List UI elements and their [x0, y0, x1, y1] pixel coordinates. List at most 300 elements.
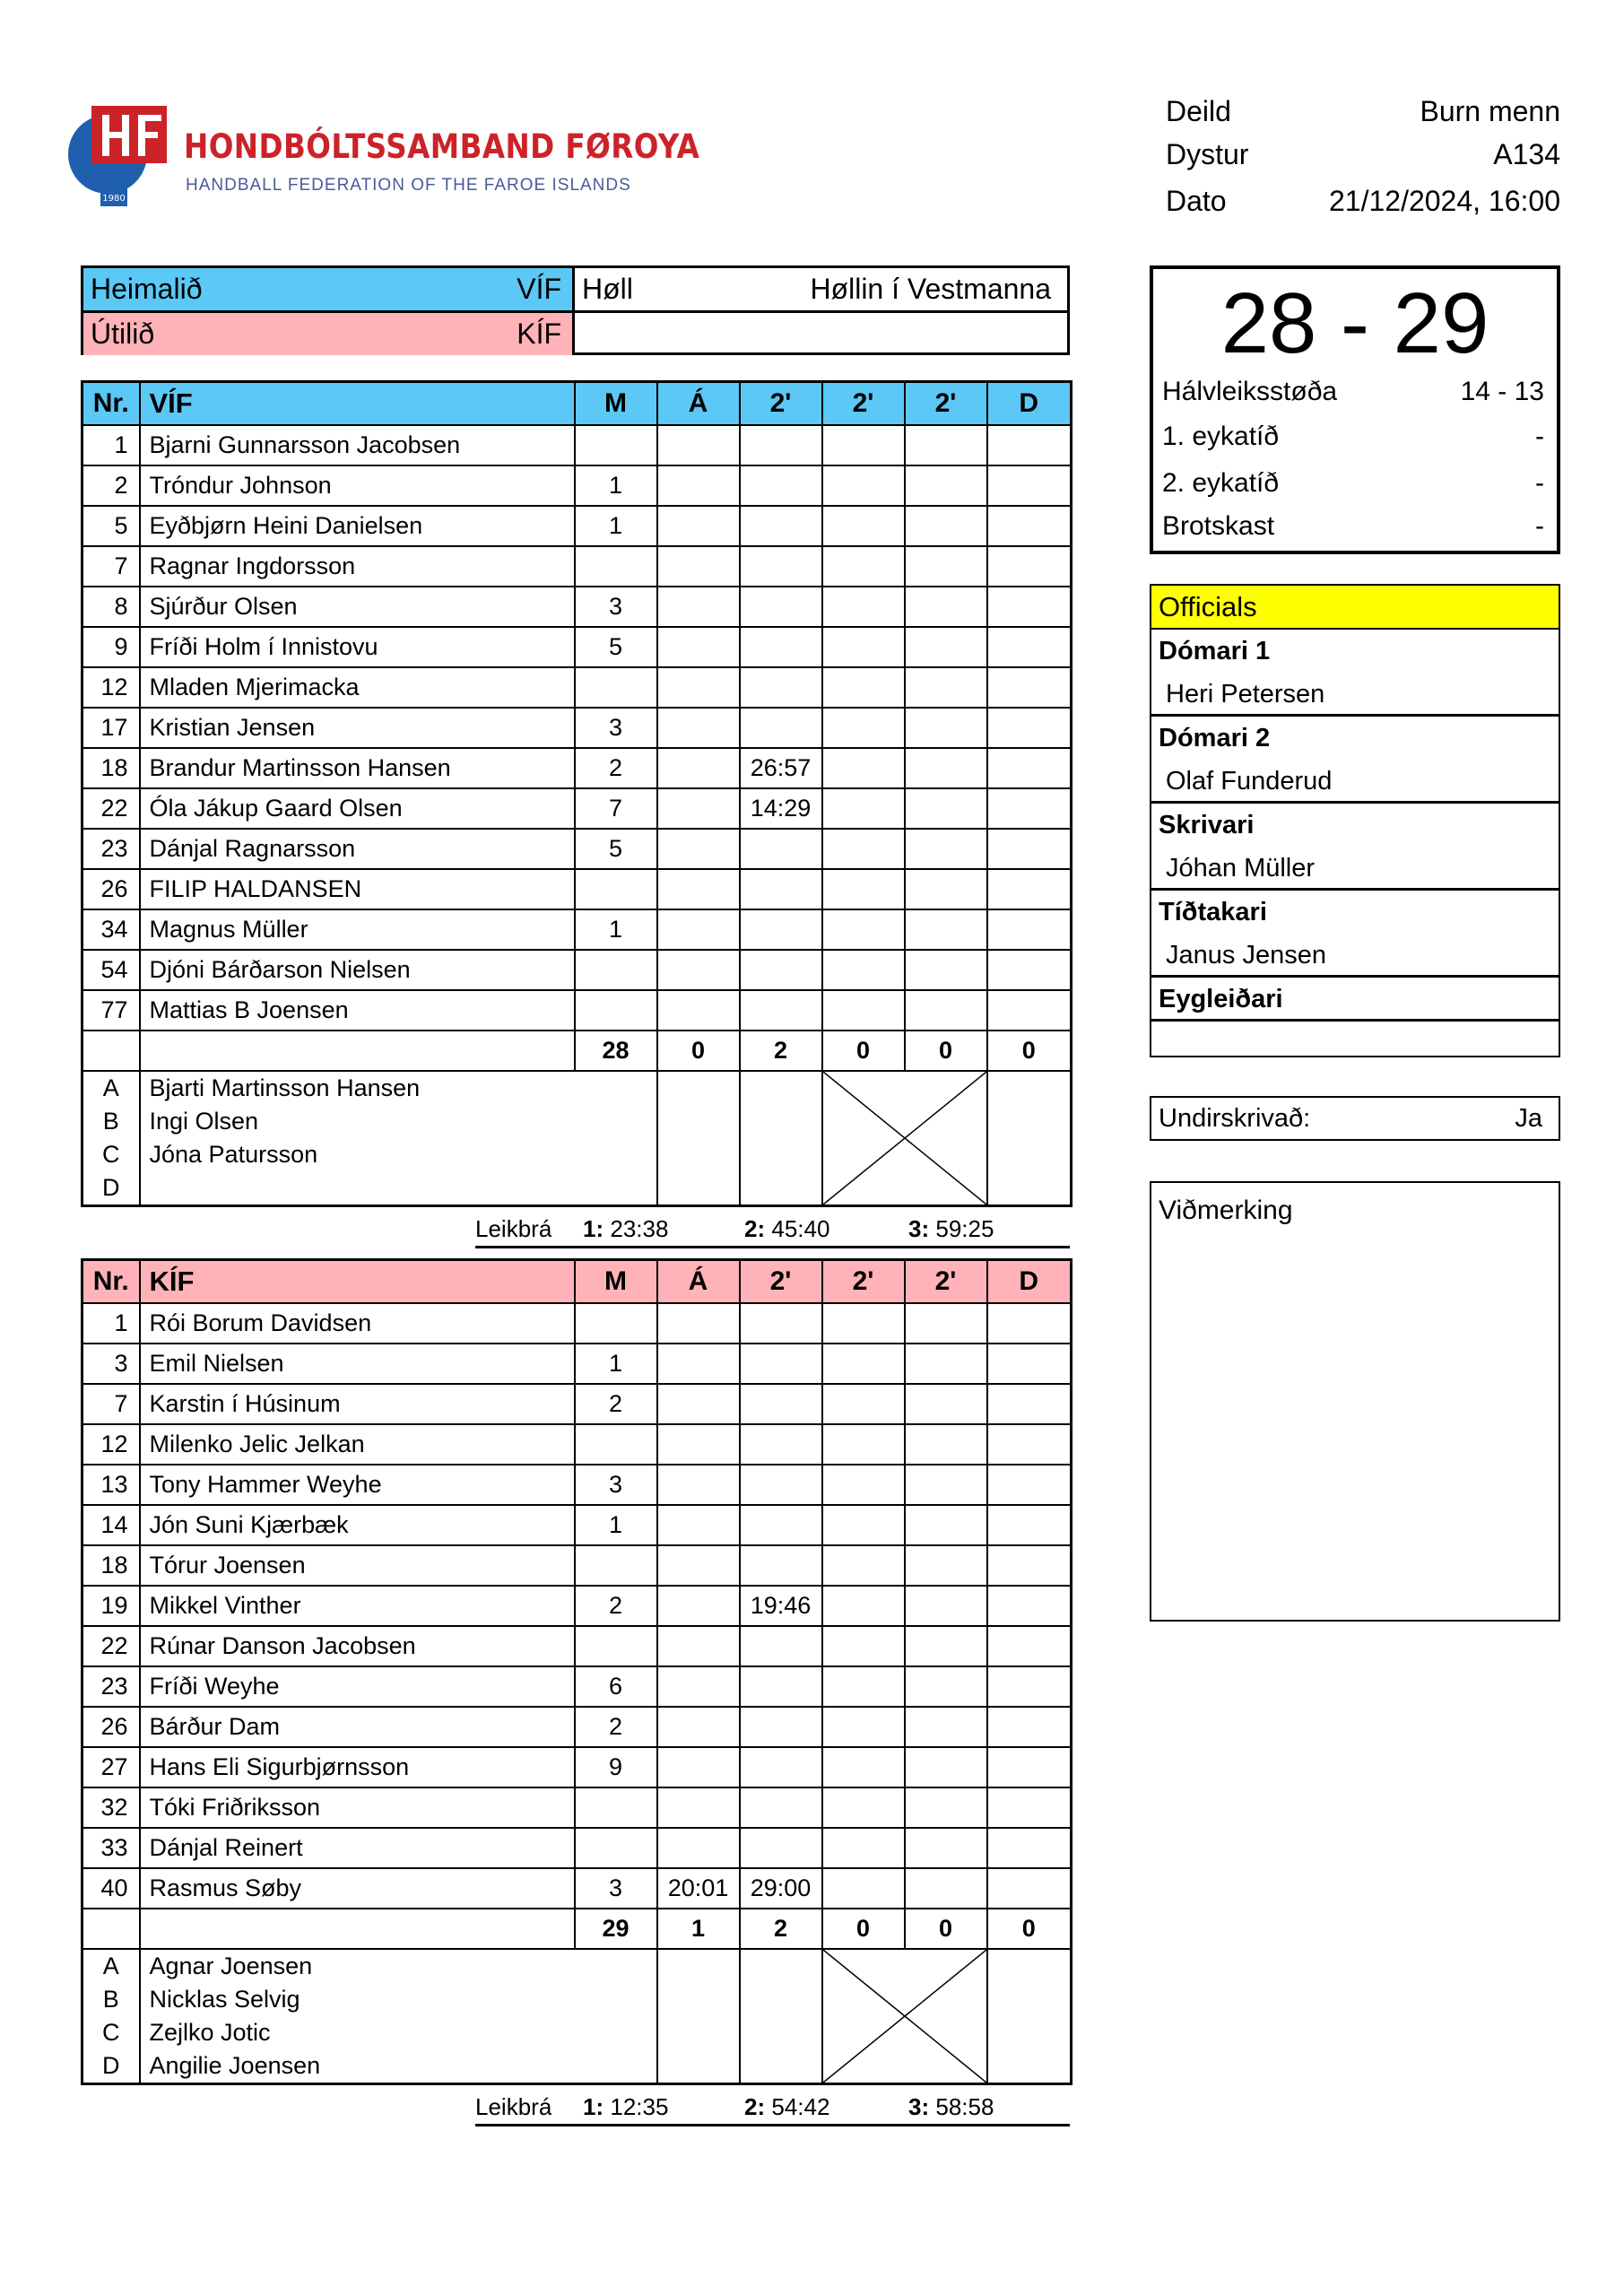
player-m — [575, 990, 657, 1031]
player-s3 — [905, 1303, 987, 1344]
player-a — [657, 990, 740, 1031]
total-s2: 0 — [822, 1909, 905, 1949]
player-a — [657, 909, 740, 950]
player-number: 9 — [83, 627, 140, 667]
player-number: 12 — [83, 1424, 140, 1465]
officials-panel — [1150, 584, 1560, 1057]
player-number: 14 — [83, 1505, 140, 1545]
player-s2 — [822, 1787, 905, 1828]
official-letter: D — [83, 2049, 140, 2084]
player-s1 — [740, 1384, 822, 1424]
total-s3: 0 — [905, 1909, 987, 1949]
player-m — [575, 1424, 657, 1465]
player-name: Tórur Joensen — [140, 1545, 575, 1586]
player-d — [987, 465, 1072, 506]
player-s3 — [905, 748, 987, 788]
penalties-value: - — [1535, 511, 1544, 541]
total-s3: 0 — [905, 1031, 987, 1071]
player-s3 — [905, 667, 987, 708]
player-s2 — [822, 1545, 905, 1586]
player-row — [83, 1828, 1072, 1868]
player-name: Eyðbjørn Heini Danielsen — [140, 506, 575, 546]
player-a — [657, 1787, 740, 1828]
player-s2 — [822, 587, 905, 627]
player-number: 22 — [83, 788, 140, 829]
player-d — [987, 990, 1072, 1031]
referee-2-label: Dómari 2 — [1159, 724, 1271, 752]
player-row — [83, 1505, 1072, 1545]
player-s2 — [822, 425, 905, 465]
player-s3 — [905, 506, 987, 546]
player-d — [987, 425, 1072, 465]
player-d — [987, 667, 1072, 708]
header-s2: 2' — [822, 1260, 905, 1304]
player-s1 — [740, 1707, 822, 1747]
header-team: VÍF — [140, 382, 575, 426]
player-m — [575, 950, 657, 990]
total-m: 29 — [575, 1909, 657, 1949]
halftime-row — [1162, 377, 1544, 407]
player-row — [83, 506, 1072, 546]
player-s3 — [905, 909, 987, 950]
player-number: 32 — [83, 1787, 140, 1828]
player-s3 — [905, 1586, 987, 1626]
player-row — [83, 990, 1072, 1031]
player-s3 — [905, 627, 987, 667]
halftime-label: Hálvleiksstøða — [1162, 377, 1338, 406]
away-label: Útilið — [91, 317, 155, 350]
player-s3 — [905, 546, 987, 587]
timeout-1-label: 1: — [583, 1215, 604, 1242]
player-row — [83, 869, 1072, 909]
official-letter: C — [83, 2016, 140, 2049]
player-a — [657, 1505, 740, 1545]
penalties-label: Brotskast — [1162, 511, 1275, 541]
venue-value: Høllin í Vestmanna — [810, 273, 1051, 305]
player-a — [657, 1626, 740, 1666]
player-row — [83, 909, 1072, 950]
score-box — [1150, 265, 1560, 554]
player-s2 — [822, 667, 905, 708]
player-number: 23 — [83, 1666, 140, 1707]
org-subtitle: HANDBALL FEDERATION OF THE FAROE ISLANDS — [186, 176, 631, 195]
player-a — [657, 1424, 740, 1465]
total-d: 0 — [987, 1909, 1072, 1949]
player-d — [987, 1465, 1072, 1505]
player-s1 — [740, 1747, 822, 1787]
player-m — [575, 869, 657, 909]
player-s2 — [822, 1465, 905, 1505]
overtime-1-row — [1162, 422, 1544, 452]
player-row — [83, 667, 1072, 708]
total-d: 0 — [987, 1031, 1072, 1071]
player-d — [987, 627, 1072, 667]
player-row — [83, 587, 1072, 627]
player-m: 3 — [575, 1465, 657, 1505]
penalties-row — [1162, 511, 1544, 542]
player-row — [83, 1384, 1072, 1424]
player-d — [987, 748, 1072, 788]
player-a — [657, 788, 740, 829]
player-name: Mladen Mjerimacka — [140, 667, 575, 708]
player-name: Fríði Weyhe — [140, 1666, 575, 1707]
player-s2 — [822, 990, 905, 1031]
player-s3 — [905, 1747, 987, 1787]
player-m: 9 — [575, 1747, 657, 1787]
player-row — [83, 465, 1072, 506]
player-a: 20:01 — [657, 1868, 740, 1909]
player-d — [987, 869, 1072, 909]
player-s2 — [822, 788, 905, 829]
player-number: 22 — [83, 1626, 140, 1666]
player-row — [83, 627, 1072, 667]
match-no-label: Dystur — [1166, 137, 1249, 170]
player-s2 — [822, 829, 905, 869]
player-a — [657, 1828, 740, 1868]
player-name: Fríði Holm í Innistovu — [140, 627, 575, 667]
player-name: FILIP HALDANSEN — [140, 869, 575, 909]
player-row — [83, 1545, 1072, 1586]
player-row — [83, 788, 1072, 829]
player-number: 19 — [83, 1586, 140, 1626]
player-number: 27 — [83, 1747, 140, 1787]
player-d — [987, 1747, 1072, 1787]
header-s1: 2' — [740, 382, 822, 426]
player-s3 — [905, 950, 987, 990]
player-s2 — [822, 748, 905, 788]
player-a — [657, 829, 740, 869]
player-name: Djóni Bárðarson Nielsen — [140, 950, 575, 990]
player-row — [83, 748, 1072, 788]
player-name: Kristian Jensen — [140, 708, 575, 748]
player-s1 — [740, 950, 822, 990]
player-name: Rasmus Søby — [140, 1868, 575, 1909]
timeout-3: 58:58 — [935, 2093, 994, 2120]
player-s1 — [740, 1626, 822, 1666]
header-nr: Nr. — [83, 1260, 140, 1304]
player-name: Bjarni Gunnarsson Jacobsen — [140, 425, 575, 465]
player-number: 77 — [83, 990, 140, 1031]
player-s3 — [905, 990, 987, 1031]
player-s2 — [822, 1828, 905, 1868]
header-nr: Nr. — [83, 382, 140, 426]
player-number: 7 — [83, 1384, 140, 1424]
player-number: 1 — [83, 1303, 140, 1344]
player-s1 — [740, 667, 822, 708]
header-s3: 2' — [905, 382, 987, 426]
player-s3 — [905, 1626, 987, 1666]
totals-row — [83, 1909, 1072, 1949]
header-m: M — [575, 382, 657, 426]
header-a: Á — [657, 1260, 740, 1304]
match-info — [1166, 90, 1560, 222]
player-number: 26 — [83, 1707, 140, 1747]
player-s3 — [905, 1505, 987, 1545]
division-row — [1166, 90, 1560, 133]
teams-box — [81, 265, 1070, 355]
official-name: Bjarti Martinsson Hansen — [140, 1071, 657, 1105]
player-number: 18 — [83, 1545, 140, 1586]
player-row — [83, 1424, 1072, 1465]
team-official-row — [83, 1071, 1072, 1105]
player-row — [83, 1747, 1072, 1787]
player-s1 — [740, 1424, 822, 1465]
header-s3: 2' — [905, 1260, 987, 1304]
signed-box — [1150, 1096, 1560, 1141]
player-m: 7 — [575, 788, 657, 829]
player-d — [987, 546, 1072, 587]
header-m: M — [575, 1260, 657, 1304]
date-label: Dato — [1166, 184, 1227, 217]
player-number: 5 — [83, 506, 140, 546]
overtime-1-value: - — [1535, 422, 1544, 451]
player-d — [987, 1505, 1072, 1545]
home-player-table — [81, 380, 1073, 1207]
player-s1 — [740, 1787, 822, 1828]
player-d — [987, 829, 1072, 869]
player-s3 — [905, 465, 987, 506]
player-m — [575, 667, 657, 708]
timeout-3: 59:25 — [935, 1215, 994, 1242]
signed-label: Undirskrivað: — [1159, 1103, 1311, 1133]
official-letter: C — [83, 1138, 140, 1171]
player-s3 — [905, 708, 987, 748]
player-s2 — [822, 1505, 905, 1545]
player-m — [575, 1787, 657, 1828]
overtime-2-row — [1162, 468, 1544, 499]
player-s2 — [822, 869, 905, 909]
player-name: Rúnar Danson Jacobsen — [140, 1626, 575, 1666]
home-label: Heimalið — [91, 273, 203, 305]
player-m: 3 — [575, 708, 657, 748]
official-name: Ingi Olsen — [149, 1108, 259, 1135]
player-m: 2 — [575, 1384, 657, 1424]
team-official-row — [83, 1949, 1072, 1983]
player-m: 6 — [575, 1666, 657, 1707]
player-s1 — [740, 546, 822, 587]
player-name: Sjúrður Olsen — [140, 587, 575, 627]
player-s3 — [905, 869, 987, 909]
player-s2 — [822, 1424, 905, 1465]
timeout-2-label: 2: — [744, 2093, 766, 2120]
player-row — [83, 708, 1072, 748]
logo-year: 1980 — [102, 194, 126, 204]
player-name: Mattias B Joensen — [140, 990, 575, 1031]
player-d — [987, 1384, 1072, 1424]
scorekeeper-block — [1151, 804, 1559, 891]
player-d — [987, 950, 1072, 990]
player-s1 — [740, 425, 822, 465]
remarks-label: Viðmerking — [1159, 1196, 1293, 1225]
player-d — [987, 1545, 1072, 1586]
header-d: D — [987, 1260, 1072, 1304]
player-row — [83, 1303, 1072, 1344]
player-d — [987, 1868, 1072, 1909]
player-s2 — [822, 465, 905, 506]
player-s3 — [905, 425, 987, 465]
date-value: 21/12/2024, 16:00 — [1328, 184, 1560, 217]
timeout-label: Leikbrá — [475, 2093, 552, 2120]
official-name: Angilie Joensen — [140, 2049, 657, 2084]
player-s3 — [905, 1828, 987, 1868]
player-a — [657, 1465, 740, 1505]
player-s1 — [740, 627, 822, 667]
player-name: Hans Eli Sigurbjørnsson — [140, 1747, 575, 1787]
official-name: Nicklas Selvig — [149, 1986, 300, 2013]
header-s2: 2' — [822, 382, 905, 426]
player-name: Rói Borum Davidsen — [140, 1303, 575, 1344]
player-s2 — [822, 1707, 905, 1747]
signed-value: Ja — [1515, 1103, 1542, 1133]
player-d — [987, 587, 1072, 627]
player-s1 — [740, 990, 822, 1031]
player-m: 3 — [575, 1868, 657, 1909]
player-a — [657, 1344, 740, 1384]
official-name — [140, 1171, 657, 1206]
player-m — [575, 1303, 657, 1344]
player-s3 — [905, 788, 987, 829]
player-a — [657, 546, 740, 587]
player-s3 — [905, 1424, 987, 1465]
player-s3 — [905, 1707, 987, 1747]
org-name: HONDBÓLTSSAMBAND FØROYA — [184, 127, 700, 166]
player-s3 — [905, 1868, 987, 1909]
referee-1-block — [1151, 630, 1559, 717]
venue-cell — [575, 268, 1067, 310]
player-number: 33 — [83, 1828, 140, 1868]
match-no-value: A134 — [1493, 137, 1560, 170]
timeout-2: 45:40 — [771, 1215, 830, 1242]
player-name: Brandur Martinsson Hansen — [140, 748, 575, 788]
player-s3 — [905, 1384, 987, 1424]
player-number: 13 — [83, 1465, 140, 1505]
overtime-2-label: 2. eykatíð — [1162, 468, 1280, 498]
total-s1: 2 — [740, 1031, 822, 1071]
referee-1-label: Dómari 1 — [1159, 637, 1271, 665]
player-s1 — [740, 587, 822, 627]
scorekeeper-name: Jóhan Müller — [1166, 854, 1316, 883]
player-d — [987, 1586, 1072, 1626]
home-team-row — [83, 268, 1067, 313]
player-number: 17 — [83, 708, 140, 748]
scorekeeper-label: Skrivari — [1159, 811, 1255, 839]
player-name: Dánjal Ragnarsson — [140, 829, 575, 869]
hsf-emblem-icon — [63, 99, 179, 215]
player-a — [657, 667, 740, 708]
table-header — [83, 1260, 1072, 1304]
player-a — [657, 1384, 740, 1424]
player-s1 — [740, 1465, 822, 1505]
player-s1 — [740, 1828, 822, 1868]
header-d: D — [987, 382, 1072, 426]
player-s3 — [905, 1666, 987, 1707]
player-d — [987, 1666, 1072, 1707]
player-m: 1 — [575, 506, 657, 546]
player-number: 8 — [83, 587, 140, 627]
player-name: Ragnar Ingdorsson — [140, 546, 575, 587]
player-s3 — [905, 1465, 987, 1505]
total-s2: 0 — [822, 1031, 905, 1071]
player-row — [83, 950, 1072, 990]
away-team-cell — [83, 313, 575, 355]
player-s2 — [822, 1747, 905, 1787]
timeout-3-label: 3: — [908, 2093, 930, 2120]
remarks-box — [1150, 1181, 1560, 1622]
player-d — [987, 708, 1072, 748]
timeout-2-label: 2: — [744, 1215, 766, 1242]
official-letter: A — [83, 1071, 140, 1105]
player-row — [83, 1666, 1072, 1707]
player-s2 — [822, 1868, 905, 1909]
player-name: Mikkel Vinther — [140, 1586, 575, 1626]
player-name: Tróndur Johnson — [140, 465, 575, 506]
player-a — [657, 627, 740, 667]
official-name: Agnar Joensen — [140, 1949, 657, 1983]
home-team-cell — [83, 268, 575, 310]
player-s1 — [740, 869, 822, 909]
away-team-row — [83, 313, 1067, 355]
player-m: 3 — [575, 587, 657, 627]
cross-mark-icon — [823, 1950, 986, 2083]
player-a — [657, 1747, 740, 1787]
away-player-table — [81, 1258, 1073, 2085]
player-m: 1 — [575, 909, 657, 950]
player-name: Bárður Dam — [140, 1707, 575, 1747]
player-name: Karstin í Húsinum — [140, 1384, 575, 1424]
player-s2 — [822, 1666, 905, 1707]
overtime-1-label: 1. eykatíð — [1162, 422, 1280, 451]
player-m: 5 — [575, 627, 657, 667]
player-s2 — [822, 950, 905, 990]
totals-row — [83, 1031, 1072, 1071]
player-s1 — [740, 465, 822, 506]
home-timeouts — [475, 1212, 1070, 1248]
player-m: 5 — [575, 829, 657, 869]
player-s1 — [740, 1303, 822, 1344]
player-m: 1 — [575, 465, 657, 506]
crossed-out-cell — [822, 1071, 987, 1206]
header-a: Á — [657, 382, 740, 426]
home-team: VÍF — [517, 273, 561, 305]
away-team: KÍF — [517, 317, 561, 350]
officials-title: Officials — [1151, 586, 1559, 630]
supervisor-label: Eygleiðari — [1159, 985, 1283, 1013]
player-m: 2 — [575, 748, 657, 788]
player-s1: 29:00 — [740, 1868, 822, 1909]
timeout-2: 54:42 — [771, 2093, 830, 2120]
official-letter: B — [83, 1983, 140, 2016]
timeout-1: 23:38 — [610, 1215, 669, 1242]
player-s2 — [822, 909, 905, 950]
official-name: Jóna Patursson — [149, 1141, 318, 1168]
player-a — [657, 506, 740, 546]
header-team: KÍF — [140, 1260, 575, 1304]
halftime-score: 14 - 13 — [1460, 377, 1544, 406]
player-s2 — [822, 1384, 905, 1424]
player-row — [83, 546, 1072, 587]
player-s3 — [905, 1787, 987, 1828]
official-letter: A — [83, 1949, 140, 1983]
player-m: 1 — [575, 1344, 657, 1384]
player-s1: 19:46 — [740, 1586, 822, 1626]
player-number: 2 — [83, 465, 140, 506]
player-a — [657, 708, 740, 748]
player-d — [987, 1828, 1072, 1868]
player-s1 — [740, 829, 822, 869]
player-number: 12 — [83, 667, 140, 708]
official-letter: B — [83, 1105, 140, 1138]
player-s1: 26:57 — [740, 748, 822, 788]
